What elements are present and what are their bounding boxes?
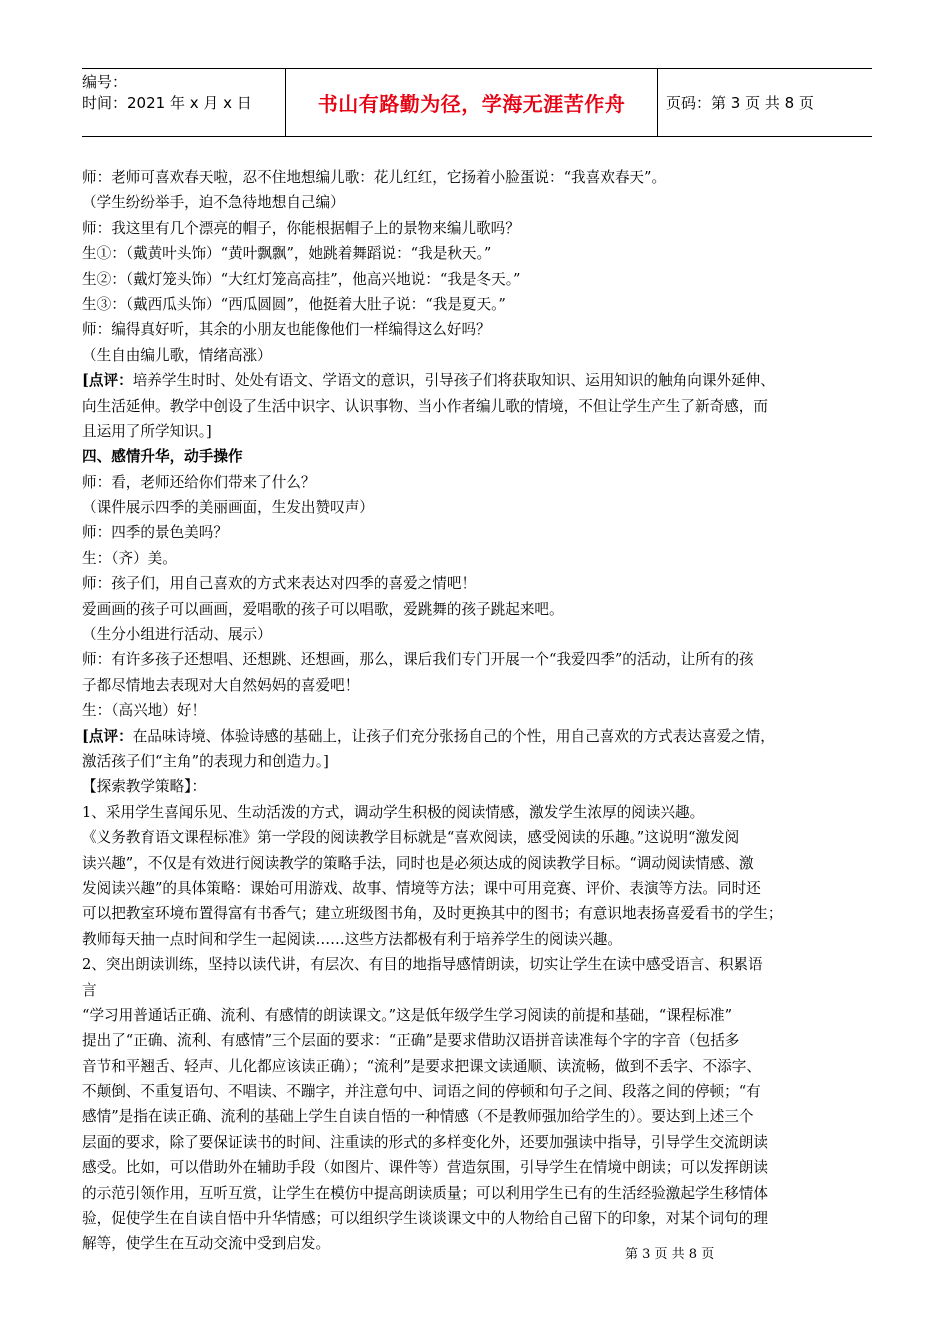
text-line: 可以把教室环境布置得富有书香气；建立班级图书角，及时更换其中的图书；有意识地表扬喜爱看书的学生； bbox=[82, 905, 783, 923]
text-line: 读兴趣”，不仅是有效进行阅读教学的策略手法，同时也是必须达成的阅读教学目标。“调动阅读情感、激 bbox=[82, 854, 754, 872]
text-line: 层面的要求，除了要保证读书的时间、注重读的形式的多样变化外，还要加强读中指导，引导学生交流朗读 bbox=[82, 1133, 768, 1151]
text-line: 生③：（戴西瓜头饰）“西瓜圆圆”，他挺着大肚子说：“我是夏天。” bbox=[82, 295, 506, 313]
text-line: 1、采用学生喜闻乐见、生动活泼的方式，调动学生积极的阅读情感，激发学生浓厚的阅读兴趣。 bbox=[82, 803, 705, 821]
page-footer: 第 3 页 共 8 页 bbox=[625, 1247, 715, 1262]
text-line: 感情”是指在读正确、流利的基础上学生自读自悟的一种情感（不是教师强加给学生的）。要达到上述三个 bbox=[82, 1108, 754, 1126]
text-line: 提出了“正确、流利、有感情”三个层面的要求：“正确”是要求借助汉语拼音读准每个字的字音（包括多 bbox=[82, 1032, 740, 1050]
text-line: 师：编得真好听，其余的小朋友也能像他们一样编得这么好吗？ bbox=[82, 321, 491, 339]
text-line: 四、感情升华，动手操作 bbox=[82, 448, 243, 466]
header-motto-cell bbox=[285, 69, 658, 136]
text-line: 不颠倒、不重复语句、不唱读、不蹦字，并注意句中、词语之间的停顿和句子之间、段落之间的停顿；“有 bbox=[82, 1083, 761, 1101]
text-line: [点评：在品味诗境、体验诗感的基础上，让孩子们充分张扬自己的个性，用自己喜欢的方式表达喜爱之情， bbox=[82, 727, 775, 745]
text-line: 生：（齐）美。 bbox=[82, 549, 177, 567]
text-line: （课件展示四季的美丽画面，生发出赞叹声） bbox=[82, 499, 374, 517]
document-body bbox=[82, 165, 874, 1257]
page-number-label: 页码：第 3 页 共 8 页 bbox=[666, 94, 814, 112]
text-line: 《义务教育语文课程标准》第一学段的阅读教学目标就是“喜欢阅读，感受阅读的乐趣。”这说明“激发阅 bbox=[82, 829, 740, 847]
text-line: 感受。比如，可以借助外在辅助手段（如图片、课件等）营造氛围，引导学生在情境中朗读；可以发挥朗读 bbox=[82, 1159, 768, 1177]
header-motto: 书山有路勤为径，学海无涯苦作舟 bbox=[317, 92, 626, 116]
text-line: 师：四季的景色美吗？ bbox=[82, 524, 228, 542]
text-line: 向生活延伸。教学中创设了生活中识字、认识事物、当小作者编儿歌的情境，不但让学生产生了新奇感，而 bbox=[82, 397, 768, 415]
text-line: 师：看，老师还给你们带来了什么？ bbox=[82, 473, 316, 491]
document-number: 编号： bbox=[82, 73, 128, 91]
text-line: [点评：培养学生时时、处处有语文、学语文的意识，引导孩子们将获取知识、运用知识的触角向课外延伸、 bbox=[82, 372, 775, 390]
text-line: 2、突出朗读训练，坚持以读代讲，有层次、有目的地指导感情朗读，切实让学生在读中感受语言、积累语 bbox=[82, 956, 763, 974]
text-line: 生：（高兴地）好！ bbox=[82, 702, 207, 720]
text-line: （生自由编儿歌，情绪高涨） bbox=[82, 346, 272, 364]
text-line: 师：老师可喜欢春天啦，忍不住地想编儿歌：花儿红红，它扬着小脸蛋说：“我喜欢春天”。 bbox=[82, 169, 667, 186]
text-line: （生分小组进行活动、展示） bbox=[82, 626, 272, 644]
text-line: 生①：（戴黄叶头饰）“黄叶飘飘”，她跳着舞蹈说：“我是秋天。” bbox=[82, 245, 492, 263]
text-line: 师：有许多孩子还想唱、还想跳、还想画，那么，课后我们专门开展一个“我爱四季”的活动，让所有的孩 bbox=[82, 651, 754, 669]
text-line: 且运用了所学知识。] bbox=[82, 422, 212, 440]
text-line: 激活孩子们“主角”的表现力和创造力。] bbox=[82, 752, 329, 770]
text-line: 生②：（戴灯笼头饰）“大红灯笼高高挂”，他高兴地说：“我是冬天。” bbox=[82, 270, 521, 288]
comment-prefix: [点评： bbox=[82, 727, 133, 745]
text-line: 音节和平翘舌、轻声、儿化都应该读正确）；“流利”是要求把课文读通顺、读流畅，做到不丢字、不添字、 bbox=[82, 1057, 761, 1075]
text-line: （学生纷纷举手，迫不急待地想自己编） bbox=[82, 194, 345, 212]
document-date: 时间：2021 年 x 月 x 日 bbox=[82, 94, 252, 112]
header-page-info bbox=[658, 69, 872, 136]
text-line: 教师每天抽一点时间和学生一起阅读……这些方法都极有利于培养学生的阅读兴趣。 bbox=[82, 930, 622, 948]
text-line: 师：我这里有几个漂亮的帽子，你能根据帽子上的景物来编儿歌吗？ bbox=[82, 219, 520, 237]
text-line: 子都尽情地去表现对大自然妈妈的喜爱吧！ bbox=[82, 676, 360, 694]
header-info bbox=[82, 69, 285, 136]
comment-prefix: [点评： bbox=[82, 372, 133, 390]
text-line: 【探索教学策略】： bbox=[82, 778, 207, 796]
page-header bbox=[82, 68, 872, 137]
text-line: 解等，使学生在互动交流中受到启发。 bbox=[82, 1235, 331, 1253]
text-line: 发阅读兴趣”的具体策略：课始可用游戏、故事、情境等方法；课中可用竞赛、评价、表演等方法。同时还 bbox=[82, 879, 761, 897]
text-line: 验，促使学生在自读自悟中升华情感；可以组织学生谈谈课文中的人物给自己留下的印象，对某个词句的理 bbox=[82, 1210, 768, 1228]
text-line: “学习用普通话正确、流利、有感情的朗读课文。”这是低年级学生学习阅读的前提和基础，“课程标准” bbox=[82, 1006, 733, 1024]
text-line: 言 bbox=[82, 981, 97, 999]
text-line: 师：孩子们，用自己喜欢的方式来表达对四季的喜爱之情吧！ bbox=[82, 575, 477, 593]
text-line: 的示范引领作用，互听互赏，让学生在模仿中提高朗读质量；可以利用学生已有的生活经验激起学生移情体 bbox=[82, 1184, 768, 1202]
text-line: 爱画画的孩子可以画画，爱唱歌的孩子可以唱歌，爱跳舞的孩子跳起来吧。 bbox=[82, 600, 564, 618]
